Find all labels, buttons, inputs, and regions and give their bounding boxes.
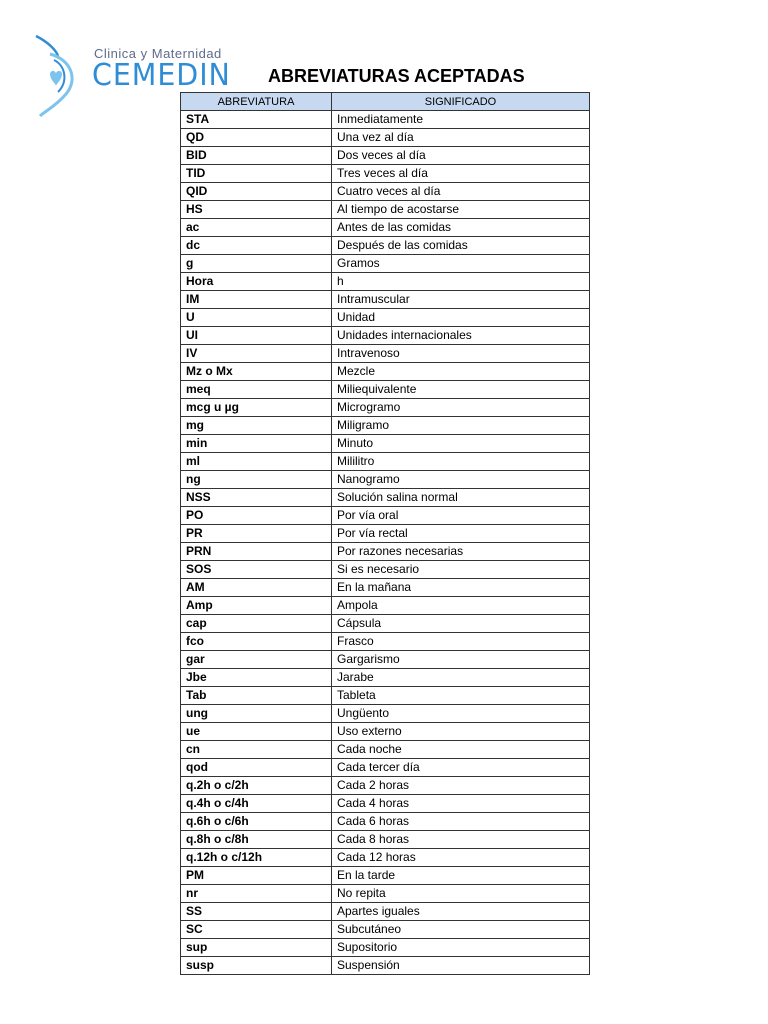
abbreviation-cell: AM (181, 579, 332, 597)
meaning-cell: Cada 4 horas (332, 795, 590, 813)
meaning-cell: Inmediatamente (332, 111, 590, 129)
meaning-cell: Después de las comidas (332, 237, 590, 255)
abbreviation-cell: PRN (181, 543, 332, 561)
meaning-cell: Suspensión (332, 957, 590, 975)
abbreviation-cell: Hora (181, 273, 332, 291)
abbreviation-cell: min (181, 435, 332, 453)
abbreviation-cell: qod (181, 759, 332, 777)
abbreviation-cell: QD (181, 129, 332, 147)
table-row (181, 399, 590, 417)
meaning-cell: Cada tercer día (332, 759, 590, 777)
table-row (181, 111, 590, 129)
meaning-cell: Tres veces al día (332, 165, 590, 183)
table-row (181, 867, 590, 885)
abbreviation-cell: PR (181, 525, 332, 543)
table-row (181, 723, 590, 741)
meaning-cell: Nanogramo (332, 471, 590, 489)
abbreviation-cell: SC (181, 921, 332, 939)
abbreviation-cell: SS (181, 903, 332, 921)
table-row (181, 345, 590, 363)
meaning-cell: Dos veces al día (332, 147, 590, 165)
abbreviation-cell: q.4h o c/4h (181, 795, 332, 813)
meaning-cell: Al tiempo de acostarse (332, 201, 590, 219)
meaning-cell: Gramos (332, 255, 590, 273)
table-row (181, 435, 590, 453)
meaning-cell: Cuatro veces al día (332, 183, 590, 201)
abbreviation-cell: q.2h o c/2h (181, 777, 332, 795)
logo-name: CEMEDIN (92, 58, 231, 93)
table-row (181, 903, 590, 921)
abbreviation-cell: BID (181, 147, 332, 165)
abbreviation-cell: Amp (181, 597, 332, 615)
abbreviation-cell: ac (181, 219, 332, 237)
meaning-cell: Tableta (332, 687, 590, 705)
abbreviation-cell: q.12h o c/12h (181, 849, 332, 867)
meaning-cell: Unidad (332, 309, 590, 327)
abbreviation-cell: sup (181, 939, 332, 957)
abbreviation-cell: IM (181, 291, 332, 309)
abbreviation-cell: g (181, 255, 332, 273)
abbreviation-cell: QID (181, 183, 332, 201)
abbreviation-cell: ml (181, 453, 332, 471)
table-header-row (181, 93, 590, 111)
table-row (181, 921, 590, 939)
abbreviation-cell: SOS (181, 561, 332, 579)
meaning-cell: Ampola (332, 597, 590, 615)
table-row (181, 561, 590, 579)
table-row (181, 471, 590, 489)
abbreviation-cell: HS (181, 201, 332, 219)
table-row (181, 129, 590, 147)
table-row (181, 165, 590, 183)
table-row (181, 885, 590, 903)
abbreviations-table (180, 92, 590, 975)
table-row (181, 651, 590, 669)
abbreviation-cell: meq (181, 381, 332, 399)
abbreviation-cell: ue (181, 723, 332, 741)
meaning-cell: Cada noche (332, 741, 590, 759)
abbreviation-cell: mg (181, 417, 332, 435)
abbreviation-cell: IV (181, 345, 332, 363)
table-row (181, 291, 590, 309)
meaning-cell: Mililitro (332, 453, 590, 471)
table-row (181, 759, 590, 777)
abbreviation-cell: fco (181, 633, 332, 651)
table-row (181, 507, 590, 525)
table-row (181, 795, 590, 813)
meaning-cell: Apartes iguales (332, 903, 590, 921)
meaning-cell: Intravenoso (332, 345, 590, 363)
logo-subtitle: Clinica y Maternidad (94, 46, 222, 61)
column-header-abbreviation: ABREVIATURA (181, 93, 332, 111)
abbreviation-cell: Jbe (181, 669, 332, 687)
meaning-cell: Minuto (332, 435, 590, 453)
meaning-cell: Gargarismo (332, 651, 590, 669)
table-row (181, 489, 590, 507)
abbreviation-cell: cn (181, 741, 332, 759)
table-row (181, 669, 590, 687)
table-row (181, 255, 590, 273)
meaning-cell: Una vez al día (332, 129, 590, 147)
table-row (181, 741, 590, 759)
meaning-cell: Intramuscular (332, 291, 590, 309)
column-header-meaning: SIGNIFICADO (332, 93, 590, 111)
meaning-cell: En la tarde (332, 867, 590, 885)
table-row (181, 579, 590, 597)
meaning-cell: Cada 8 horas (332, 831, 590, 849)
table-row (181, 237, 590, 255)
table-row (181, 705, 590, 723)
meaning-cell: h (332, 273, 590, 291)
abbreviation-cell: dc (181, 237, 332, 255)
abbreviation-cell: susp (181, 957, 332, 975)
meaning-cell: Miliequivalente (332, 381, 590, 399)
table-row (181, 417, 590, 435)
abbreviation-cell: STA (181, 111, 332, 129)
meaning-cell: Miligramo (332, 417, 590, 435)
abbreviation-cell: ung (181, 705, 332, 723)
abbreviation-cell: gar (181, 651, 332, 669)
abbreviation-cell: Mz o Mx (181, 363, 332, 381)
abbreviation-cell: cap (181, 615, 332, 633)
abbreviation-cell: mcg u µg (181, 399, 332, 417)
table-row (181, 543, 590, 561)
table-row (181, 813, 590, 831)
meaning-cell: Solución salina normal (332, 489, 590, 507)
meaning-cell: Microgramo (332, 399, 590, 417)
table-row (181, 831, 590, 849)
meaning-cell: Ungüento (332, 705, 590, 723)
meaning-cell: Por vía rectal (332, 525, 590, 543)
meaning-cell: Cada 2 horas (332, 777, 590, 795)
meaning-cell: Cápsula (332, 615, 590, 633)
table-row (181, 147, 590, 165)
table-row (181, 381, 590, 399)
table-row (181, 327, 590, 345)
meaning-cell: Por vía oral (332, 507, 590, 525)
table-row (181, 597, 590, 615)
table-row (181, 939, 590, 957)
abbreviation-cell: NSS (181, 489, 332, 507)
abbreviation-cell: q.8h o c/8h (181, 831, 332, 849)
meaning-cell: Subcutáneo (332, 921, 590, 939)
table-row (181, 687, 590, 705)
table-row (181, 957, 590, 975)
meaning-cell: Antes de las comidas (332, 219, 590, 237)
meaning-cell: Unidades internacionales (332, 327, 590, 345)
meaning-cell: Si es necesario (332, 561, 590, 579)
abbreviation-cell: TID (181, 165, 332, 183)
table-row (181, 849, 590, 867)
meaning-cell: Cada 12 horas (332, 849, 590, 867)
table-row (181, 615, 590, 633)
table-row (181, 201, 590, 219)
table-row (181, 309, 590, 327)
abbreviation-cell: Tab (181, 687, 332, 705)
table-row (181, 363, 590, 381)
meaning-cell: Mezcle (332, 363, 590, 381)
meaning-cell: Supositorio (332, 939, 590, 957)
table-row (181, 525, 590, 543)
page-title: ABREVIATURAS ACEPTADAS (268, 66, 525, 86)
table-row (181, 183, 590, 201)
abbreviation-cell: UI (181, 327, 332, 345)
meaning-cell: Frasco (332, 633, 590, 651)
table-row (181, 633, 590, 651)
meaning-cell: Uso externo (332, 723, 590, 741)
meaning-cell: Cada 6 horas (332, 813, 590, 831)
abbreviation-cell: nr (181, 885, 332, 903)
table-row (181, 273, 590, 291)
table-row (181, 453, 590, 471)
meaning-cell: Por razones necesarias (332, 543, 590, 561)
abbreviation-cell: ng (181, 471, 332, 489)
table-body (181, 111, 590, 975)
abbreviation-cell: PO (181, 507, 332, 525)
meaning-cell: No repita (332, 885, 590, 903)
table-row (181, 219, 590, 237)
abbreviation-cell: U (181, 309, 332, 327)
meaning-cell: Jarabe (332, 669, 590, 687)
abbreviation-cell: PM (181, 867, 332, 885)
table-row (181, 777, 590, 795)
meaning-cell: En la mañana (332, 579, 590, 597)
abbreviation-cell: q.6h o c/6h (181, 813, 332, 831)
